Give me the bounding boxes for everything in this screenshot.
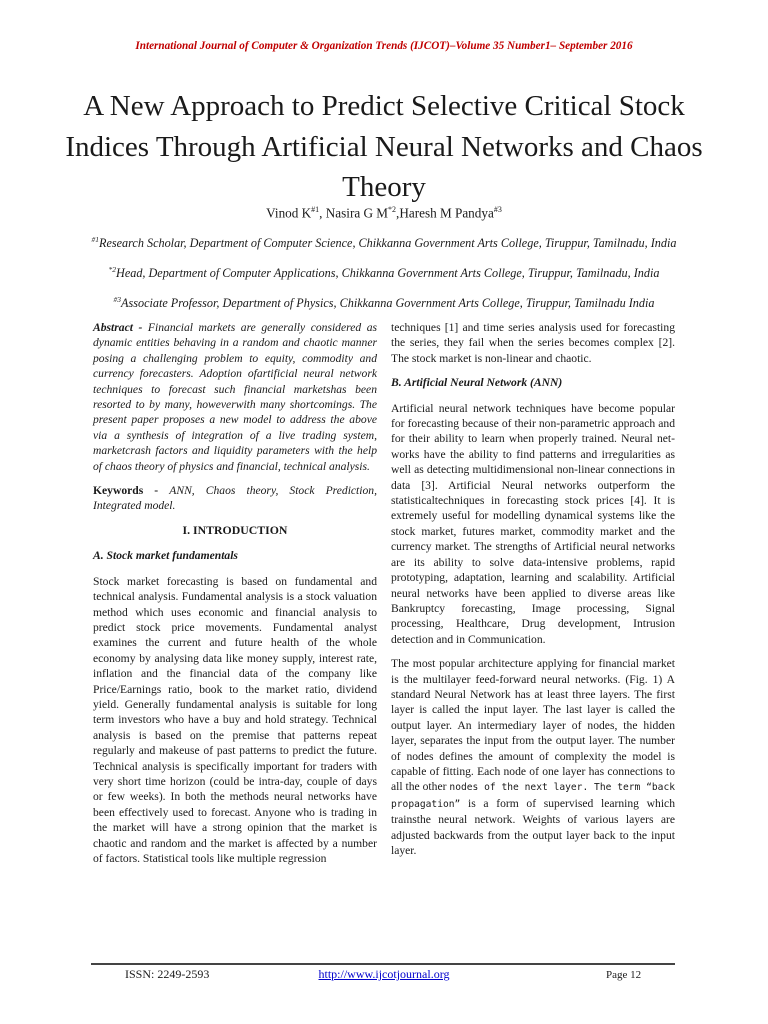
left-column [93, 320, 377, 875]
footer-divider [91, 963, 675, 965]
footer-link[interactable]: http://www.ijcotjournal.org [318, 967, 450, 981]
author-name: Nasira G M [325, 205, 389, 221]
paragraph-text-mono: nodes of the next layer. The term “back propagation” [391, 782, 676, 810]
author-separator: , [396, 205, 400, 221]
paragraph-text: is a form of supervised learning which trainsthe neural network. Weights of various layers are adjusted backwards from the output layer back to the input layer. [391, 796, 675, 857]
affiliation-text: Head, Department of Computer Applications, Chikkanna Government Arts College, Tiruppur, Tamilnadu, India [116, 266, 660, 281]
author-mark: #1 [311, 205, 320, 214]
affiliation [88, 262, 680, 281]
subsection-heading: A. Stock market fundamentals [93, 549, 238, 563]
affiliation [60, 292, 708, 311]
abstract-label: Abstract - [93, 321, 143, 334]
author-mark: *2 [388, 205, 397, 214]
right-column [391, 320, 675, 867]
body-paragraph: techniques [1] and time series analysis used for forecasting the series, they fail when the series becomes complex [2]. The stock market is non-linear and chaotic. [391, 321, 675, 365]
section-heading: I. INTRODUCTION [182, 522, 288, 537]
abstract [93, 320, 377, 474]
affiliation-mark: #1 [91, 235, 100, 244]
paragraph-text: The most popular architecture applying for financial market is the multilayer feed-forward neural networks. (Fig. 1) A standard Neural Network has at least three layers. The first layer is called the input layer. The last layer is called the output layer. An intermediary layer of nodes, the hidden layer, separates the input from the output layer. The number of nodes defines the amount of complexity the model is capable of fitting. Each node of one layer has connections to all the other [391, 657, 675, 794]
affiliation-mark: #3 [113, 295, 122, 304]
affiliation-text: Research Scholar, Department of Computer Science, Chikkanna Government Arts College, Tiruppur, Tamilnadu, India [99, 236, 677, 251]
author-list [0, 205, 768, 221]
footer-issn: ISSN: 2249-2593 [125, 967, 210, 981]
keywords-text: ANN, Chaos theory, Stock Prediction, Integrated model. [93, 484, 377, 513]
abstract-text: Financial markets are generally considered as dynamic entities behaving in a random and chaotic manner posing a challenging problem to equity, commodity and currency forecasters. Adoption ofartificial neural network techniques to forecast such financial marketshas been resorted to by many, howeverwith many shortcomings. The present paper proposes a new model to address the above via a synthesis of integration of a live trading system, marketcrash factors and liquidity parameters with the help of chaos theory of physics and financial, technical analysis. [93, 321, 378, 473]
author-name: Vinod K [266, 205, 312, 221]
author-separator: , [319, 205, 326, 221]
keywords [93, 483, 377, 514]
keywords-label: Keywords - [93, 484, 159, 498]
author-name: Haresh M Pandya [399, 205, 494, 221]
author-mark: #3 [493, 205, 502, 214]
journal-header: International Journal of Computer & Organization Trends (IJCOT)–Volume 35 Number1– September 2016 [135, 40, 633, 52]
body-paragraph [391, 656, 675, 858]
body-paragraph: Artificial neural network techniques have become popular for forecasting because of their non-parametric approach and for their ability to learn when properly trained. Neural net- works have the ability to find patterns and irregularities as well as detecting multidimensional non-linear connections in data [3]. Artificial Neural networks outperform the statisticaltechniques in forecasting stock prices [4]. It is extremely useful for modelling dynamical systems like the stock market, futures market, commodity market and the currency market. The strengths of Artificial neural networks are its ability to solve data-intensive problems, rapid prototyping, adaptation, learning and scalability. Artificial neural networks have been applied to diverse areas like Bankruptcy forecasting, Image processing, Signal processing, Healthcare, Drug development, Intrusion detection and in Communication. [391, 401, 675, 646]
page-number: Page 12 [606, 969, 642, 981]
affiliation [88, 232, 680, 251]
paper-title: A New Approach to Predict Selective Critical Stock Indices Through Artificial Neural Networks and Chaos Theory [65, 90, 703, 203]
affiliation-text: Associate Professor, Department of Physics, Chikkanna Government Arts College, Tiruppur, Tamilnadu India [121, 296, 655, 311]
affiliation-mark: *2 [108, 265, 117, 274]
body-paragraph: Stock market forecasting is based on fundamental and technical analysis. Fundamental analysis is a stock valuation method which uses economic and financial analysis to predict stock price movements. Fundamental analyst examines the current and future health of the whole economy by analysing data like money supply, interest rate, inflation and the financial data of the company like Price/Earnings ratio, book to the market ratio, dividend yield. Generally fundamental analysis is suitable for long term investors who have a buy and hold strategy. Technical analysis is based on the premise that patterns repeat regularly and makeuse of past patterns to predict the future. Technical analysis is specifically important for traders with very short time horizon (could be intra-day, couple of days or few weeks). In both the methods neural networks have been effectively used to forecast. Anyone who is trading in the market will have a strong opinion that the market is chaotic and random and the market is affected by a number of factors. Statistical tools like multiple regression [93, 574, 377, 865]
subsection-heading: B. Artificial Neural Network (ANN) [391, 376, 563, 390]
